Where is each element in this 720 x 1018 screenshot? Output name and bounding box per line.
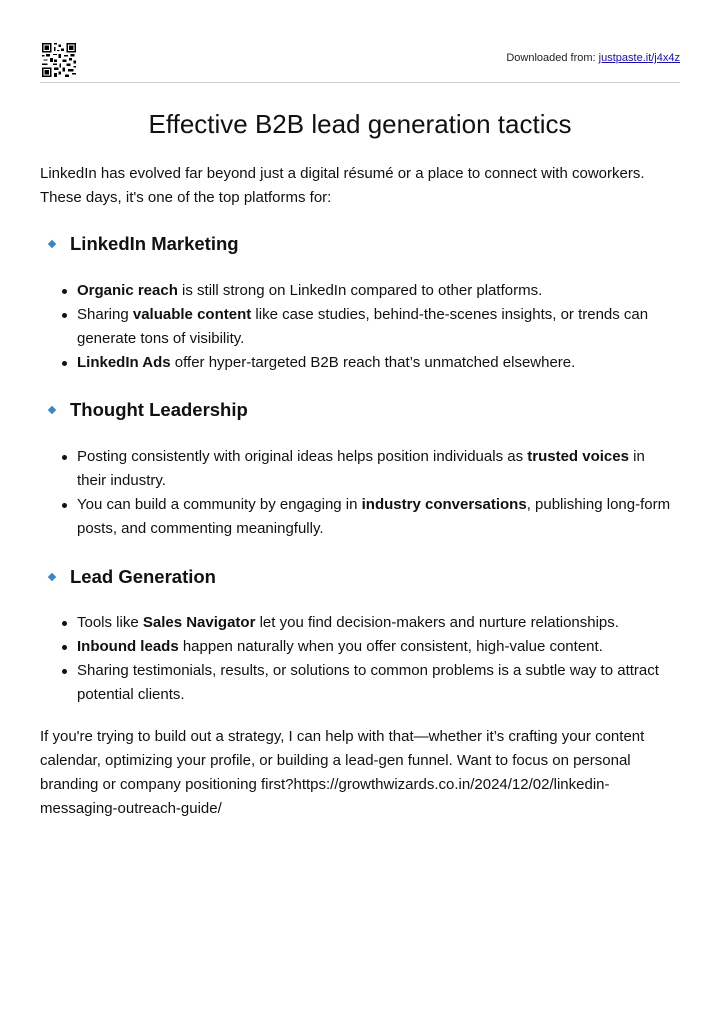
section-heading-text: Lead Generation [70, 566, 216, 587]
list-item [59, 611, 674, 635]
item-text: Tools like [77, 614, 143, 631]
list-item [59, 659, 674, 707]
list-item [59, 635, 674, 659]
page-header [40, 40, 680, 83]
list-item [59, 351, 674, 375]
page-title: Effective B2B lead generation tactics [148, 109, 572, 139]
item-text: in their industry. [77, 448, 645, 489]
emphasis: industry conversations [361, 496, 527, 513]
intro-paragraph: LinkedIn has evolved far beyond just a digital résumé or a place to connect with coworkers. These days, it's one of the top platforms for: [40, 165, 645, 206]
section-heading-text: Thought Leadership [70, 399, 248, 420]
item-text: Sharing [77, 306, 133, 323]
section-heading-thought-leadership [48, 398, 248, 422]
item-text: happen naturally when you offer consistent, high-value content. [178, 638, 603, 655]
qr-code-icon [42, 43, 76, 77]
download-source [506, 52, 680, 64]
list-item [59, 303, 674, 351]
source-link[interactable]: justpaste.it/j4x4z [598, 52, 680, 64]
bullet-list [59, 279, 674, 375]
diamond-bullet-icon [48, 406, 56, 414]
item-text: is still strong on LinkedIn compared to other platforms. [177, 282, 543, 299]
item-text: , publishing long-form posts, and commenting meaningfully. [77, 496, 671, 537]
diamond-bullet-icon [48, 573, 56, 581]
emphasis: Organic reach [77, 282, 178, 299]
section-heading-lead-generation [48, 565, 216, 589]
section-heading-linkedin-marketing [48, 232, 239, 256]
list-item [59, 493, 674, 541]
emphasis: Sales Navigator [142, 614, 256, 631]
emphasis: Inbound leads [77, 638, 179, 655]
closing-paragraph: If you're trying to build out a strategy, I can help with that—whether it’s crafting your content calendar, optimizing your profile, or building a lead-gen funnel. Want to focus on personal branding or company positioning first?https://growthwizards.co.in/2024/12/02/linkedin-messaging-outreach-guide/ [40, 728, 645, 817]
download-label: Downloaded from: [506, 52, 599, 64]
bullet-list [59, 611, 674, 707]
emphasis: trusted voices [527, 448, 629, 465]
diamond-bullet-icon [48, 240, 56, 248]
item-text: You can build a community by engaging in [77, 496, 362, 513]
item-text: like case studies, behind-the-scenes insights, or trends can generate tons of visibility. [77, 306, 649, 347]
item-text: offer hyper-targeted B2B reach that’s unmatched elsewhere. [170, 354, 576, 371]
item-text: Sharing testimonials, results, or solutions to common problems is a subtle way to attract potential clients. [77, 662, 659, 703]
bullet-list [59, 445, 674, 541]
emphasis: LinkedIn Ads [77, 354, 171, 371]
emphasis: valuable content [132, 306, 252, 323]
item-text: Posting consistently with original ideas helps position individuals as [77, 448, 528, 465]
section-heading-text: LinkedIn Marketing [70, 233, 239, 254]
list-item [59, 445, 674, 493]
item-text: let you find decision-makers and nurture relationships. [255, 614, 619, 631]
list-item [59, 279, 674, 303]
